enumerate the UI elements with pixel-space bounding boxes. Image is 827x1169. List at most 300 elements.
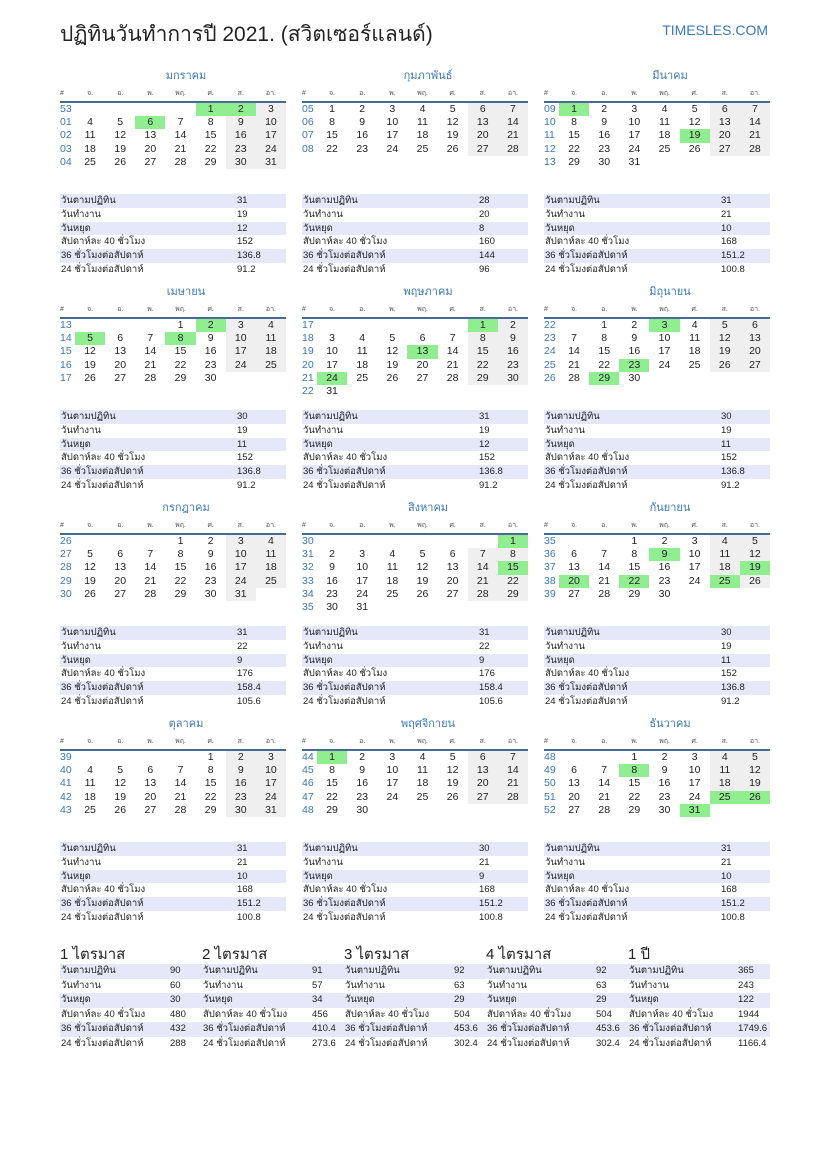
day-cell[interactable]: 12 xyxy=(84,345,96,358)
day-cell[interactable]: 7 xyxy=(498,102,528,116)
day-cell[interactable]: 16 xyxy=(326,574,338,587)
day-cell[interactable]: 10 xyxy=(256,116,286,129)
day-cell[interactable]: 1 xyxy=(601,319,608,331)
day-cell[interactable]: 19 xyxy=(114,790,127,803)
day-cell[interactable]: 2 xyxy=(329,548,335,561)
day-cell[interactable]: 8 xyxy=(631,548,638,561)
day-cell[interactable]: 23 xyxy=(658,790,671,803)
day-cell[interactable]: 1 xyxy=(207,751,214,763)
day-cell[interactable]: 19 xyxy=(386,358,399,371)
day-cell[interactable]: 18 xyxy=(84,790,96,803)
day-cell[interactable]: 5 xyxy=(419,548,426,561)
day-cell[interactable]: 21 xyxy=(446,358,459,371)
day-cell[interactable]: 29 xyxy=(568,155,580,168)
day-cell[interactable]: 5 xyxy=(75,332,105,345)
day-cell[interactable]: 11 xyxy=(710,764,740,777)
day-cell[interactable]: 16 xyxy=(628,345,641,358)
day-cell[interactable]: 30 xyxy=(356,803,369,816)
day-cell[interactable]: 30 xyxy=(204,587,217,600)
day-cell[interactable]: 3 xyxy=(389,751,396,763)
day-cell[interactable]: 22 xyxy=(326,790,338,803)
day-cell[interactable]: 22 xyxy=(498,575,528,588)
day-cell[interactable]: 8 xyxy=(619,764,649,777)
day-cell[interactable]: 10 xyxy=(356,561,369,574)
day-cell[interactable]: 21 xyxy=(144,358,157,371)
day-cell[interactable]: 23 xyxy=(226,791,256,804)
day-cell[interactable]: 29 xyxy=(628,803,641,816)
day-cell[interactable]: 1 xyxy=(631,535,638,547)
day-cell[interactable]: 5 xyxy=(87,548,93,561)
day-cell[interactable]: 28 xyxy=(740,143,770,156)
day-cell[interactable]: 15 xyxy=(628,777,641,790)
day-cell[interactable]: 20 xyxy=(568,790,580,803)
day-cell[interactable]: 14 xyxy=(498,116,528,129)
day-cell[interactable]: 9 xyxy=(649,548,679,561)
day-cell[interactable]: 23 xyxy=(658,574,671,587)
day-cell[interactable]: 14 xyxy=(446,345,459,358)
day-cell[interactable]: 14 xyxy=(174,777,187,790)
day-cell[interactable]: 29 xyxy=(498,588,528,601)
day-cell[interactable]: 30 xyxy=(658,803,671,816)
day-cell[interactable]: 27 xyxy=(468,143,498,156)
day-cell[interactable]: 23 xyxy=(598,142,611,155)
day-cell[interactable]: 15 xyxy=(598,345,611,358)
day-cell[interactable]: 8 xyxy=(571,116,577,129)
day-cell[interactable]: 31 xyxy=(256,804,286,817)
day-cell[interactable]: 31 xyxy=(226,588,256,601)
day-cell[interactable]: 29 xyxy=(204,803,217,816)
day-cell[interactable]: 19 xyxy=(446,777,459,790)
day-cell[interactable]: 14 xyxy=(598,561,611,574)
day-cell[interactable]: 3 xyxy=(691,751,698,763)
day-cell[interactable]: 20 xyxy=(144,790,157,803)
day-cell[interactable]: 5 xyxy=(740,534,770,548)
day-cell[interactable]: 9 xyxy=(601,116,608,129)
day-cell[interactable]: 18 xyxy=(658,129,671,142)
day-cell[interactable]: 17 xyxy=(326,358,338,371)
day-cell[interactable]: 21 xyxy=(144,574,157,587)
day-cell[interactable]: 10 xyxy=(386,116,399,129)
day-cell[interactable]: 18 xyxy=(688,345,701,358)
day-cell[interactable]: 22 xyxy=(468,359,498,372)
day-cell[interactable]: 13 xyxy=(407,345,437,358)
day-cell[interactable]: 21 xyxy=(174,790,187,803)
day-cell[interactable]: 15 xyxy=(468,345,498,358)
day-cell[interactable]: 22 xyxy=(628,790,641,803)
day-cell[interactable]: 14 xyxy=(598,777,611,790)
day-cell[interactable]: 9 xyxy=(207,332,214,345)
day-cell[interactable]: 26 xyxy=(416,587,429,600)
day-cell[interactable]: 1 xyxy=(631,751,638,763)
day-cell[interactable]: 20 xyxy=(468,129,498,142)
day-cell[interactable]: 18 xyxy=(84,142,96,155)
day-cell[interactable]: 25 xyxy=(256,575,286,588)
day-cell[interactable]: 2 xyxy=(226,750,256,764)
day-cell[interactable]: 25 xyxy=(688,358,701,371)
day-cell[interactable]: 11 xyxy=(689,332,701,345)
day-cell[interactable]: 29 xyxy=(326,803,338,816)
day-cell[interactable]: 24 xyxy=(658,358,671,371)
day-cell[interactable]: 28 xyxy=(174,155,187,168)
day-cell[interactable]: 15 xyxy=(174,561,187,574)
day-cell[interactable]: 21 xyxy=(498,777,528,790)
day-cell[interactable]: 11 xyxy=(659,116,670,129)
day-cell[interactable]: 22 xyxy=(326,142,338,155)
day-cell[interactable]: 14 xyxy=(144,345,157,358)
day-cell[interactable]: 16 xyxy=(658,777,671,790)
day-cell[interactable]: 6 xyxy=(419,332,426,345)
day-cell[interactable]: 12 xyxy=(740,548,770,561)
day-cell[interactable]: 9 xyxy=(329,561,335,574)
day-cell[interactable]: 15 xyxy=(498,561,528,574)
day-cell[interactable]: 1 xyxy=(559,102,589,116)
day-cell[interactable]: 24 xyxy=(386,790,399,803)
day-cell[interactable]: 23 xyxy=(498,359,528,372)
day-cell[interactable]: 28 xyxy=(446,371,459,384)
day-cell[interactable]: 28 xyxy=(144,371,157,384)
day-cell[interactable]: 29 xyxy=(589,372,619,385)
day-cell[interactable]: 8 xyxy=(498,548,528,561)
day-cell[interactable]: 6 xyxy=(468,750,498,764)
day-cell[interactable]: 7 xyxy=(498,750,528,764)
day-cell[interactable]: 4 xyxy=(710,534,740,548)
day-cell[interactable]: 31 xyxy=(628,155,641,168)
day-cell[interactable]: 4 xyxy=(661,103,668,115)
day-cell[interactable]: 1 xyxy=(329,103,335,115)
day-cell[interactable]: 4 xyxy=(256,318,286,332)
day-cell[interactable]: 20 xyxy=(710,129,740,142)
day-cell[interactable]: 20 xyxy=(144,142,157,155)
day-cell[interactable]: 8 xyxy=(207,764,214,777)
day-cell[interactable]: 23 xyxy=(356,142,369,155)
day-cell[interactable]: 6 xyxy=(710,102,740,116)
day-cell[interactable]: 11 xyxy=(386,561,398,574)
day-cell[interactable]: 8 xyxy=(165,332,195,345)
day-cell[interactable]: 3 xyxy=(359,548,366,561)
day-cell[interactable]: 30 xyxy=(326,601,338,614)
day-cell[interactable]: 24 xyxy=(317,372,347,385)
day-cell[interactable]: 7 xyxy=(468,548,498,561)
day-cell[interactable]: 6 xyxy=(117,332,124,345)
day-cell[interactable]: 3 xyxy=(631,103,638,115)
day-cell[interactable]: 20 xyxy=(114,358,127,371)
day-cell[interactable]: 26 xyxy=(740,575,770,588)
day-cell[interactable]: 27 xyxy=(114,371,127,384)
day-cell[interactable]: 16 xyxy=(226,129,256,142)
day-cell[interactable]: 25 xyxy=(416,790,429,803)
day-cell[interactable]: 8 xyxy=(329,764,335,777)
day-cell[interactable]: 17 xyxy=(386,129,399,142)
day-cell[interactable]: 28 xyxy=(144,587,157,600)
day-cell[interactable]: 16 xyxy=(226,777,256,790)
day-cell[interactable]: 10 xyxy=(688,548,701,561)
day-cell[interactable]: 22 xyxy=(598,358,611,371)
day-cell[interactable]: 13 xyxy=(568,777,580,790)
day-cell[interactable]: 17 xyxy=(256,129,286,142)
day-cell[interactable]: 12 xyxy=(740,764,770,777)
day-cell[interactable]: 30 xyxy=(598,155,611,168)
day-cell[interactable]: 26 xyxy=(710,359,740,372)
day-cell[interactable]: 17 xyxy=(256,777,286,790)
day-cell[interactable]: 26 xyxy=(688,142,701,155)
day-cell[interactable]: 17 xyxy=(386,777,399,790)
day-cell[interactable]: 27 xyxy=(740,359,770,372)
day-cell[interactable]: 30 xyxy=(226,156,256,169)
day-cell[interactable]: 21 xyxy=(468,575,498,588)
day-cell[interactable]: 8 xyxy=(207,116,214,129)
day-cell[interactable]: 26 xyxy=(446,790,459,803)
day-cell[interactable]: 2 xyxy=(631,319,638,331)
day-cell[interactable]: 5 xyxy=(740,750,770,764)
day-cell[interactable]: 10 xyxy=(688,764,701,777)
day-cell[interactable]: 8 xyxy=(329,116,335,129)
day-cell[interactable]: 13 xyxy=(468,764,498,777)
day-cell[interactable]: 26 xyxy=(386,371,399,384)
day-cell[interactable]: 18 xyxy=(356,358,369,371)
day-cell[interactable]: 11 xyxy=(84,777,96,790)
day-cell[interactable]: 20 xyxy=(416,358,429,371)
day-cell[interactable]: 12 xyxy=(416,561,429,574)
day-cell[interactable]: 21 xyxy=(174,142,187,155)
day-cell[interactable]: 13 xyxy=(468,116,498,129)
day-cell[interactable]: 14 xyxy=(568,345,580,358)
day-cell[interactable]: 11 xyxy=(256,332,286,345)
day-cell[interactable]: 2 xyxy=(359,751,366,763)
day-cell[interactable]: 6 xyxy=(571,548,577,561)
day-cell[interactable]: 28 xyxy=(498,791,528,804)
day-cell[interactable]: 4 xyxy=(256,534,286,548)
day-cell[interactable]: 30 xyxy=(226,804,256,817)
day-cell[interactable]: 16 xyxy=(356,129,369,142)
day-cell[interactable]: 17 xyxy=(226,561,256,574)
day-cell[interactable]: 4 xyxy=(359,332,366,345)
day-cell[interactable]: 25 xyxy=(416,142,429,155)
day-cell[interactable]: 29 xyxy=(174,371,187,384)
day-cell[interactable]: 20 xyxy=(559,575,589,588)
day-cell[interactable]: 13 xyxy=(446,561,459,574)
day-cell[interactable]: 31 xyxy=(326,385,338,398)
day-cell[interactable]: 9 xyxy=(226,116,256,129)
day-cell[interactable]: 17 xyxy=(688,561,701,574)
day-cell[interactable]: 24 xyxy=(256,143,286,156)
day-cell[interactable]: 26 xyxy=(446,142,459,155)
day-cell[interactable]: 3 xyxy=(329,332,335,345)
day-cell[interactable]: 1 xyxy=(196,102,226,116)
day-cell[interactable]: 29 xyxy=(174,587,187,600)
day-cell[interactable]: 25 xyxy=(710,791,740,804)
day-cell[interactable]: 12 xyxy=(446,764,459,777)
day-cell[interactable]: 2 xyxy=(601,103,608,115)
day-cell[interactable]: 5 xyxy=(389,332,396,345)
day-cell[interactable]: 3 xyxy=(256,750,286,764)
day-cell[interactable]: 16 xyxy=(598,129,611,142)
day-cell[interactable]: 11 xyxy=(356,345,368,358)
day-cell[interactable]: 9 xyxy=(207,548,214,561)
day-cell[interactable]: 7 xyxy=(177,764,184,777)
day-cell[interactable]: 11 xyxy=(417,116,428,129)
day-cell[interactable]: 24 xyxy=(628,142,641,155)
day-cell[interactable]: 21 xyxy=(740,129,770,142)
day-cell[interactable]: 15 xyxy=(204,129,217,142)
day-cell[interactable]: 17 xyxy=(688,777,701,790)
day-cell[interactable]: 7 xyxy=(147,548,154,561)
day-cell[interactable]: 31 xyxy=(356,601,369,614)
day-cell[interactable]: 3 xyxy=(649,318,679,332)
day-cell[interactable]: 5 xyxy=(449,751,456,763)
day-cell[interactable]: 22 xyxy=(204,142,217,155)
day-cell[interactable]: 12 xyxy=(710,332,740,345)
day-cell[interactable]: 16 xyxy=(204,561,217,574)
day-cell[interactable]: 22 xyxy=(568,142,580,155)
day-cell[interactable]: 18 xyxy=(256,561,286,574)
day-cell[interactable]: 15 xyxy=(174,345,187,358)
day-cell[interactable]: 28 xyxy=(598,587,611,600)
day-cell[interactable]: 2 xyxy=(196,318,226,332)
day-cell[interactable]: 26 xyxy=(114,155,127,168)
day-cell[interactable]: 23 xyxy=(204,358,217,371)
day-cell[interactable]: 1 xyxy=(177,535,184,547)
day-cell[interactable]: 26 xyxy=(740,791,770,804)
day-cell[interactable]: 13 xyxy=(114,561,127,574)
day-cell[interactable]: 8 xyxy=(601,332,608,345)
day-cell[interactable]: 13 xyxy=(568,561,580,574)
day-cell[interactable]: 4 xyxy=(419,103,426,115)
day-cell[interactable]: 5 xyxy=(710,318,740,332)
day-cell[interactable]: 20 xyxy=(740,345,770,358)
day-cell[interactable]: 10 xyxy=(658,332,671,345)
day-cell[interactable]: 7 xyxy=(571,332,577,345)
day-cell[interactable]: 22 xyxy=(174,574,187,587)
day-cell[interactable]: 26 xyxy=(84,371,96,384)
day-cell[interactable]: 18 xyxy=(710,561,740,574)
day-cell[interactable]: 24 xyxy=(688,574,701,587)
day-cell[interactable]: 20 xyxy=(114,574,127,587)
day-cell[interactable]: 19 xyxy=(740,777,770,790)
day-cell[interactable]: 23 xyxy=(204,574,217,587)
day-cell[interactable]: 28 xyxy=(468,588,498,601)
day-cell[interactable]: 24 xyxy=(386,142,399,155)
day-cell[interactable]: 14 xyxy=(498,764,528,777)
day-cell[interactable]: 29 xyxy=(628,587,641,600)
day-cell[interactable]: 21 xyxy=(598,574,611,587)
day-cell[interactable]: 13 xyxy=(114,345,127,358)
day-cell[interactable]: 9 xyxy=(226,764,256,777)
day-cell[interactable]: 23 xyxy=(356,790,369,803)
day-cell[interactable]: 23 xyxy=(619,359,649,372)
day-cell[interactable]: 14 xyxy=(740,116,770,129)
day-cell[interactable]: 7 xyxy=(601,764,608,777)
day-cell[interactable]: 6 xyxy=(117,548,124,561)
day-cell[interactable]: 12 xyxy=(386,345,399,358)
day-cell[interactable]: 7 xyxy=(449,332,456,345)
day-cell[interactable]: 27 xyxy=(710,143,740,156)
day-cell[interactable]: 16 xyxy=(658,561,671,574)
day-cell[interactable]: 5 xyxy=(449,103,456,115)
day-cell[interactable]: 5 xyxy=(117,764,124,777)
day-cell[interactable]: 1 xyxy=(317,750,347,764)
day-cell[interactable]: 13 xyxy=(710,116,740,129)
day-cell[interactable]: 9 xyxy=(631,332,638,345)
day-cell[interactable]: 4 xyxy=(691,319,698,331)
day-cell[interactable]: 5 xyxy=(691,103,698,115)
day-cell[interactable]: 3 xyxy=(226,534,256,548)
day-cell[interactable]: 15 xyxy=(204,777,217,790)
day-cell[interactable]: 20 xyxy=(446,574,459,587)
day-cell[interactable]: 19 xyxy=(680,129,710,142)
day-cell[interactable]: 2 xyxy=(498,318,528,332)
day-cell[interactable]: 17 xyxy=(226,345,256,358)
day-cell[interactable]: 25 xyxy=(84,803,96,816)
day-cell[interactable]: 6 xyxy=(135,116,165,129)
day-cell[interactable]: 3 xyxy=(256,102,286,116)
day-cell[interactable]: 30 xyxy=(628,371,641,384)
day-cell[interactable]: 28 xyxy=(568,371,580,384)
day-cell[interactable]: 10 xyxy=(386,764,399,777)
day-cell[interactable]: 27 xyxy=(114,587,127,600)
day-cell[interactable]: 31 xyxy=(256,156,286,169)
day-cell[interactable]: 22 xyxy=(619,575,649,588)
day-cell[interactable]: 26 xyxy=(84,587,96,600)
day-cell[interactable]: 24 xyxy=(226,359,256,372)
day-cell[interactable]: 19 xyxy=(740,561,770,574)
day-cell[interactable]: 15 xyxy=(628,561,641,574)
day-cell[interactable]: 10 xyxy=(256,764,286,777)
day-cell[interactable]: 21 xyxy=(568,358,580,371)
day-cell[interactable]: 16 xyxy=(498,345,528,358)
day-cell[interactable]: 5 xyxy=(117,116,124,129)
day-cell[interactable]: 22 xyxy=(174,358,187,371)
day-cell[interactable]: 29 xyxy=(204,155,217,168)
day-cell[interactable]: 3 xyxy=(389,103,396,115)
day-cell[interactable]: 25 xyxy=(710,575,740,588)
day-cell[interactable]: 12 xyxy=(446,116,459,129)
day-cell[interactable]: 16 xyxy=(204,345,217,358)
day-cell[interactable]: 2 xyxy=(226,102,256,116)
day-cell[interactable]: 7 xyxy=(177,116,184,129)
day-cell[interactable]: 18 xyxy=(416,129,429,142)
day-cell[interactable]: 25 xyxy=(356,371,369,384)
day-cell[interactable]: 24 xyxy=(356,587,369,600)
day-cell[interactable]: 10 xyxy=(226,548,256,561)
day-cell[interactable]: 12 xyxy=(114,129,127,142)
day-cell[interactable]: 1 xyxy=(468,318,498,332)
day-cell[interactable]: 1 xyxy=(498,534,528,548)
day-cell[interactable]: 11 xyxy=(710,548,740,561)
day-cell[interactable]: 6 xyxy=(449,548,456,561)
day-cell[interactable]: 31 xyxy=(680,804,710,817)
day-cell[interactable]: 4 xyxy=(87,116,93,129)
day-cell[interactable]: 27 xyxy=(416,371,429,384)
day-cell[interactable]: 21 xyxy=(498,129,528,142)
day-cell[interactable]: 23 xyxy=(326,587,338,600)
day-cell[interactable]: 13 xyxy=(144,777,157,790)
day-cell[interactable]: 30 xyxy=(498,372,528,385)
day-cell[interactable]: 14 xyxy=(174,129,187,142)
day-cell[interactable]: 15 xyxy=(326,777,338,790)
day-cell[interactable]: 19 xyxy=(84,574,96,587)
day-cell[interactable]: 27 xyxy=(468,791,498,804)
day-cell[interactable]: 17 xyxy=(356,574,369,587)
day-cell[interactable]: 18 xyxy=(386,574,399,587)
day-cell[interactable]: 7 xyxy=(740,102,770,116)
day-cell[interactable]: 11 xyxy=(84,129,96,142)
day-cell[interactable]: 28 xyxy=(498,143,528,156)
day-cell[interactable]: 13 xyxy=(740,332,770,345)
day-cell[interactable]: 19 xyxy=(710,345,740,358)
day-cell[interactable]: 2 xyxy=(661,751,668,763)
day-cell[interactable]: 27 xyxy=(568,587,580,600)
day-cell[interactable]: 11 xyxy=(417,764,428,777)
